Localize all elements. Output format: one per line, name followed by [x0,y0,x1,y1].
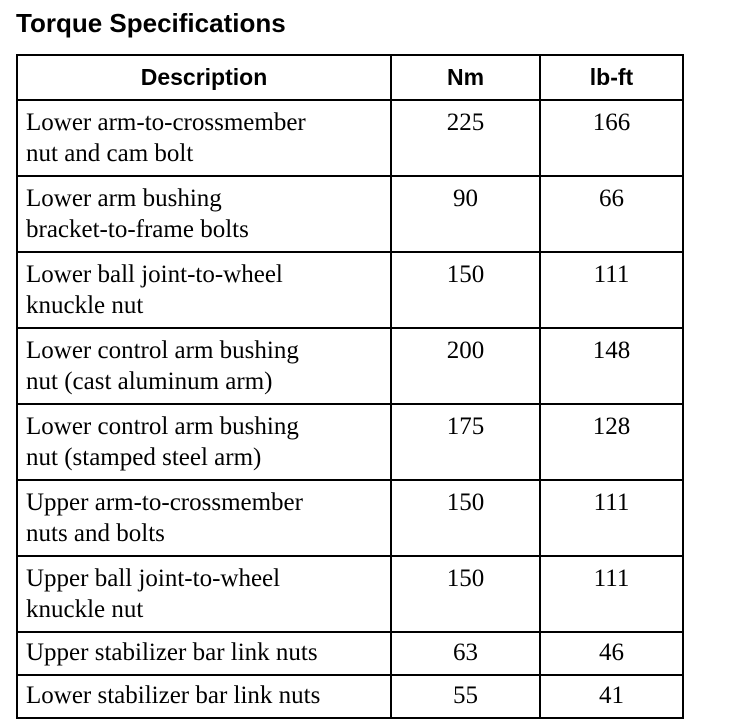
lbft-cell: 41 [540,675,683,718]
table-row [17,404,683,480]
nm-cell: 225 [391,100,540,176]
description-line-1: Upper arm-to-crossmember [26,489,303,516]
description-cell [17,675,391,718]
description-cell [17,176,391,252]
table-row [17,632,683,675]
page-title: Torque Specifications [16,8,286,38]
description-line-2: nut and cam bolt [26,140,194,167]
description-line-1: Upper ball joint-to-wheel [26,565,281,592]
description-line-1: Lower arm bushing [26,185,222,212]
description-cell [17,404,391,480]
table-row [17,328,683,404]
nm-cell: 55 [391,675,540,718]
table-row [17,556,683,632]
column-header-description: Description [17,55,391,100]
table-row [17,675,683,718]
table-row [17,176,683,252]
table-row [17,252,683,328]
nm-cell: 150 [391,480,540,556]
description-line-2: nut (stamped steel arm) [26,444,262,471]
lbft-cell: 46 [540,632,683,675]
description-cell [17,480,391,556]
lbft-cell: 111 [540,480,683,556]
description-cell [17,252,391,328]
description-cell [17,328,391,404]
description-cell [17,632,391,675]
description-line-1: Lower control arm bushing [26,337,299,364]
table-header-row [17,55,683,100]
description-line-2: bracket-to-frame bolts [26,216,249,243]
table-row [17,100,683,176]
lbft-cell: 148 [540,328,683,404]
description-cell [17,556,391,632]
lbft-cell: 111 [540,252,683,328]
nm-cell: 200 [391,328,540,404]
lbft-cell: 128 [540,404,683,480]
lbft-cell: 166 [540,100,683,176]
description-line-2: knuckle nut [26,596,144,623]
nm-cell: 150 [391,556,540,632]
nm-cell: 63 [391,632,540,675]
torque-spec-table [16,54,684,719]
description-line-1: Lower control arm bushing [26,413,299,440]
column-header-nm: Nm [391,55,540,100]
lbft-cell: 66 [540,176,683,252]
nm-cell: 90 [391,176,540,252]
lbft-cell: 111 [540,556,683,632]
nm-cell: 175 [391,404,540,480]
table-row [17,480,683,556]
column-header-lbft: lb-ft [540,55,683,100]
description-line-1: Lower stabilizer bar link nuts [26,682,321,709]
description-line-1: Upper stabilizer bar link nuts [26,639,318,666]
description-line-2: nut (cast aluminum arm) [26,368,273,395]
description-line-1: Lower ball joint-to-wheel [26,261,283,288]
description-line-2: nuts and bolts [26,520,165,547]
description-cell [17,100,391,176]
nm-cell: 150 [391,252,540,328]
description-line-2: knuckle nut [26,292,144,319]
description-line-1: Lower arm-to-crossmember [26,109,306,136]
